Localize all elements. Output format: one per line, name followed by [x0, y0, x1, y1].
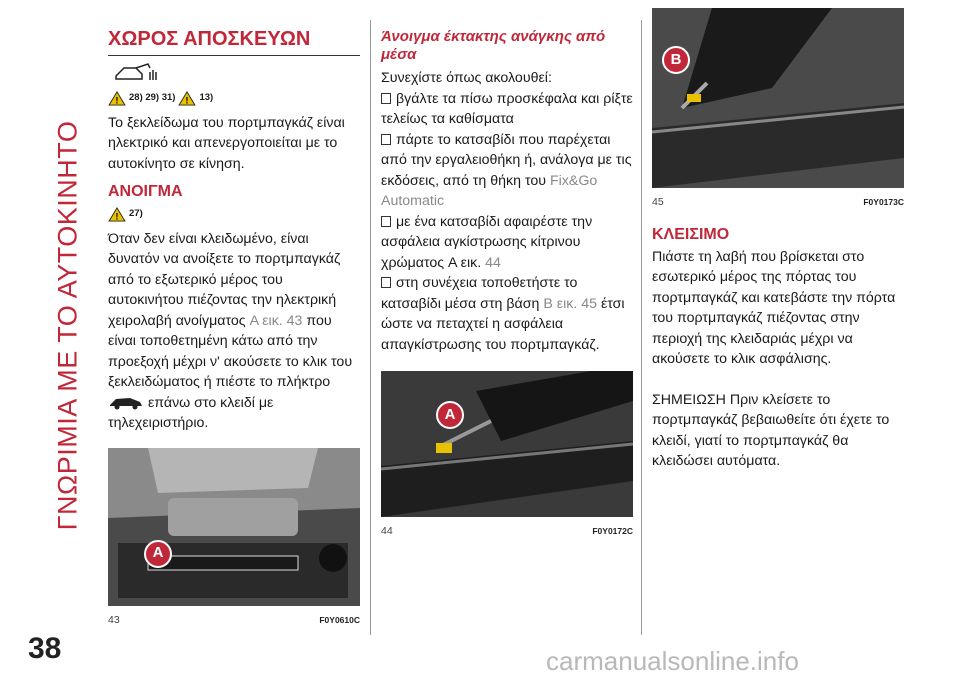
section-title: ΧΩΡΟΣ ΑΠΟΣΚΕΥΩΝ	[108, 28, 360, 56]
figure-45-image	[652, 8, 904, 188]
step-2-text: πάρτε το κατσαβίδι που παρέχεται από την εργαλειοθήκη ή, ανάλογα με τις εκδόσεις, από τη θήκη του	[381, 131, 632, 189]
column-3	[652, 8, 904, 472]
trunk-symbol-icon	[114, 62, 360, 84]
figure-45-callout-b: B	[662, 46, 690, 74]
warning-refs: 28) 29) 31)	[129, 92, 176, 103]
open-heading: ΑΝΟΙΓΜΑ	[108, 183, 183, 200]
figure-45-code: F0Y0173C	[863, 197, 904, 207]
step-3	[381, 212, 633, 274]
warning-triangle-icon	[108, 207, 126, 222]
svg-text:!: !	[115, 211, 119, 222]
watermark: carmanualsonline.info	[546, 646, 799, 676]
figure-45	[652, 8, 904, 213]
trunk-key-button-icon	[108, 394, 144, 410]
figure-43-callout-a: A	[144, 540, 172, 568]
figure-45-number: 45	[652, 196, 664, 208]
step-2-ref: Fix&Go Automatic	[381, 172, 598, 209]
step-1-text: βγάλτε τα πίσω προσκέφαλα και ρίξτε τελείως τα καθίσματα	[381, 90, 633, 127]
warning-refs-row	[108, 88, 360, 109]
page-number: 38	[28, 632, 62, 665]
open-warning-ref: 27)	[129, 208, 143, 219]
figure-43-number: 43	[108, 613, 120, 626]
step-3-ref: 44	[485, 254, 501, 271]
bullet-icon	[381, 216, 391, 227]
step-1	[381, 89, 633, 130]
figure-43	[108, 448, 360, 631]
note-label: ΣΗΜΕΙΩΣΗ	[652, 391, 726, 408]
figure-43-code: F0Y0610C	[319, 614, 360, 625]
column-1	[108, 28, 360, 630]
figure-43-caption	[108, 610, 360, 631]
caution-triangle-icon	[178, 91, 196, 106]
figure-44-callout-a: A	[436, 401, 464, 429]
open-text-ref: A εικ. 43	[249, 312, 303, 329]
open-paragraph	[108, 229, 360, 434]
svg-text:!: !	[186, 95, 189, 106]
emergency-open-heading: Άνοιγμα έκτακτης ανάγκης από μέσα	[381, 28, 606, 63]
step-4-ref: B εικ. 45	[543, 295, 597, 312]
open-text-2: που είναι τοποθετημένη κάτω από την προεξοχή μέχρι ν' ακούσετε το κλικ του ξεκλειδώματος ή πιέστε το πλήκτρο	[108, 312, 353, 390]
bullet-icon	[381, 93, 391, 104]
figure-44-image	[381, 371, 633, 517]
step-3-text: με ένα κατσαβίδι αφαιρέστε την ασφάλεια αγκίστρωσης κίτρινου χρώματος A εικ.	[381, 213, 593, 271]
figure-44-number: 44	[381, 525, 393, 537]
close-heading: ΚΛΕΙΣΙΜΟ	[652, 225, 730, 243]
figure-45-caption	[652, 192, 904, 213]
step-4	[381, 273, 633, 355]
note-text: Πριν κλείσετε το πορτμπαγκάζ βεβαιωθείτε ότι έχετε το κλειδί, γιατί το πορτμπαγκάζ θα κλειδώσει αυτόματα.	[652, 391, 890, 469]
open-text-1: Όταν δεν είναι κλειδωμένο, είναι δυνατόν να ανοίξετε το πορτμπαγκάζ από το εξωτερικό μέρος του αυτοκινήτου πιέζοντας την ηλεκτρική χειρολαβή ανοίγματος	[108, 230, 341, 329]
figure-44-code: F0Y0172C	[592, 526, 633, 536]
column-divider-1	[370, 20, 371, 635]
open-warning-row	[108, 204, 360, 225]
note-paragraph	[652, 390, 904, 472]
side-title-text: ΓΝΩΡΙΜΙΑ ΜΕ ΤΟ ΑΥΤΟΚΙΝΗΤΟ	[52, 120, 83, 530]
step-2	[381, 130, 633, 212]
intro-paragraph: Το ξεκλείδωμα του πορτμπαγκάζ είναι ηλεκτρικό και απενεργοποιείται με το αυτοκίνητο σε κίνηση.	[108, 114, 345, 172]
warning-triangle-icon	[108, 91, 126, 106]
column-2	[381, 28, 633, 542]
figure-44-caption	[381, 521, 633, 542]
close-paragraph: Πιάστε τη λαβή που βρίσκεται στο εσωτερικό μέρος της πόρτας του πορτμπαγκάζ και κατεβάστε την πόρτα του πορτμπαγκάζ πιέζοντας στην περιοχή της κλειδαριάς μέχρι να ακούσετε το κλικ ασφάλισης.	[652, 248, 896, 367]
warning-refs-2: 13)	[199, 92, 214, 103]
bullet-icon	[381, 277, 391, 288]
emergency-intro: Συνεχίστε όπως ακολουθεί:	[381, 70, 552, 86]
figure-43-image	[108, 448, 360, 606]
svg-text:!: !	[115, 95, 119, 106]
step-4-text: στη συνέχεια τοποθετήστε το κατσαβίδι μέσα στη βάση	[381, 275, 578, 312]
step-4-end: έτσι ώστε να πεταχτεί η ασφάλεια απαγκίστρωσης του πορτμπαγκάζ.	[381, 295, 625, 353]
open-text-3: επάνω στο κλειδί με τηλεχειριστήριο.	[108, 394, 274, 431]
bullet-icon	[381, 134, 391, 145]
column-divider-2	[641, 20, 642, 635]
figure-44	[381, 371, 633, 542]
side-section-title	[44, 30, 92, 620]
